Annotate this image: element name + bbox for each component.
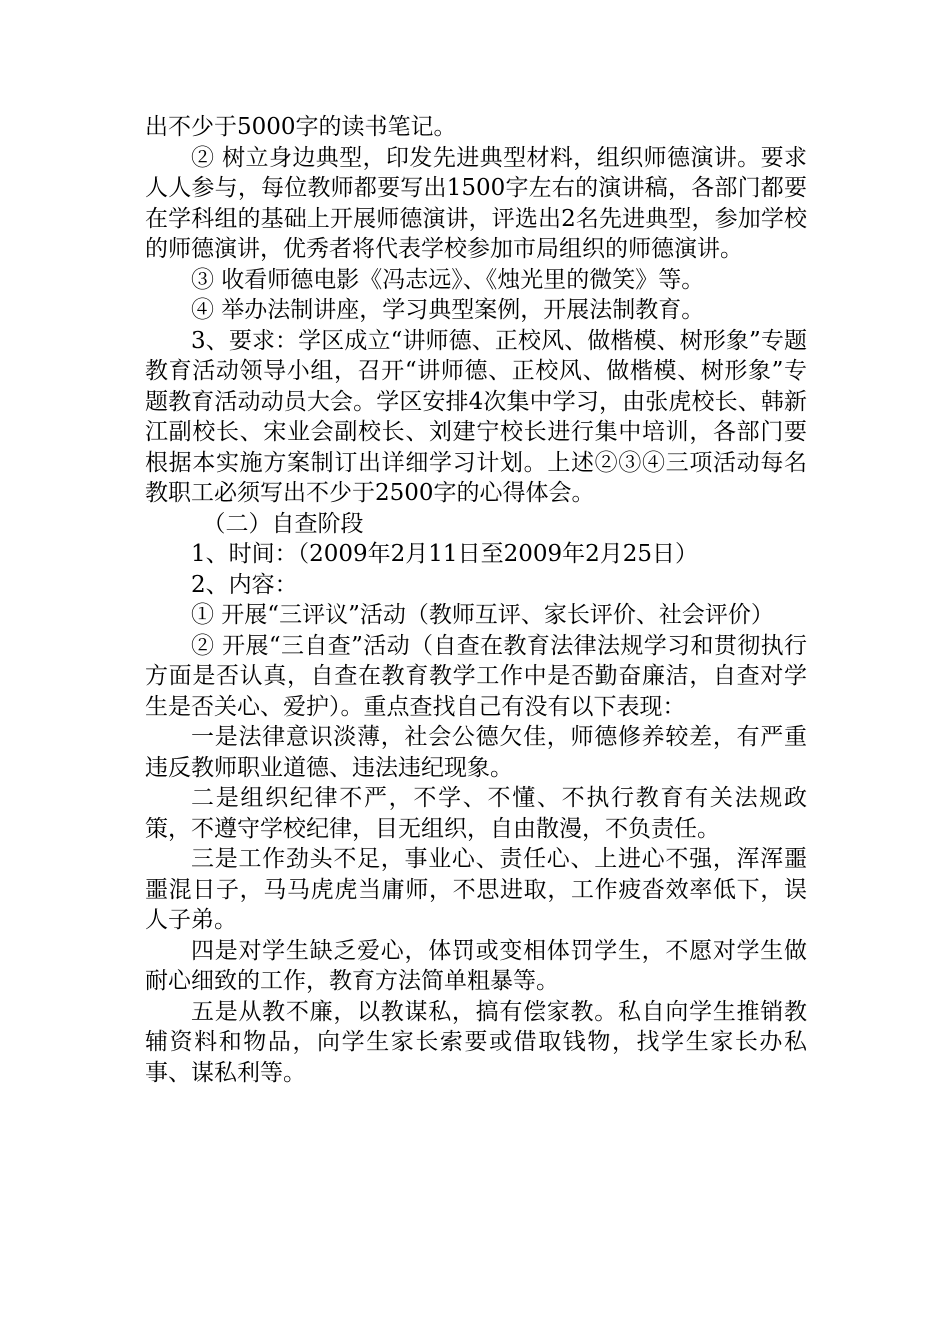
- paragraph-three-self-checks: ② 开展“三自查”活动（自查在教育法律法规学习和贯彻执行方面是否认真，自查在教育教学工作中是否勤奋廉洁，自查对学生是否关心、爱护）。重点查找自己有没有以下表现：: [145, 632, 807, 720]
- paragraph-item-four: 四是对学生缺乏爱心，体罚或变相体罚学生，不愿对学生做耐心细致的工作，教育方法简单粗暴等。: [145, 937, 807, 994]
- paragraph-item-two: 二是组织纪律不严，不学、不懂、不执行教育有关法规政策，不遵守学校纪律，目无组织，自由散漫，不负责任。: [145, 785, 807, 842]
- paragraph-watch-films: ③ 收看师德电影《冯志远》、《烛光里的微笑》等。: [191, 266, 705, 293]
- paragraph-item-one: 一是法律意识淡薄，社会公德欠佳，师德修养较差，有严重违反教师职业道德、违法违纪现象。: [145, 724, 807, 781]
- paragraph-content-label: 2、内容：: [191, 571, 298, 598]
- paragraph-reading-notes: 出不少于5000字的读书笔记。: [145, 114, 457, 140]
- paragraph-time: 1、时间：（2009年2月11日至2009年2月25日）: [191, 541, 698, 567]
- section-heading-self-check: （二）自查阶段: [202, 510, 364, 537]
- paragraph-item-three: 三是工作劲头不足，事业心、责任心、上进心不强，浑浑噩噩混日子，马马虎虎当庸师，不思进取，工作疲沓效率低下，误人子弟。: [145, 846, 807, 933]
- paragraph-requirements: 3、要求：学区成立“讲师德、正校风、做楷模、树形象”专题教育活动领导小组，召开“讲师德、正校风、做楷模、树形象”专题教育活动动员大会。学区安排4次集中学习，由张虎校长、韩新江副校长、宋业会副校长、刘建宁校长进行集中培训，各部门要根据本实施方案制订出详细学习计划。上述②③④三项活动每名教职工必须写出不少于2500字的心得体会。: [145, 327, 807, 506]
- paragraph-law-lecture: ④ 举办法制讲座，学习典型案例，开展法制教育。: [191, 297, 705, 323]
- paragraph-three-reviews: ① 开展“三评议”活动（教师互评、家长评价、社会评价）: [191, 602, 774, 628]
- paragraph-model-speech: ② 树立身边典型，印发先进典型材料，组织师德演讲。要求人人参与，每位教师都要写出1500字左右的演讲稿，各部门都要在学科组的基础上开展师德演讲，评选出2名先进典型，参加学校的师德演讲，优秀者将代表学校参加市局组织的师德演讲。: [145, 144, 807, 262]
- paragraph-item-five: 五是从教不廉，以教谋私，搞有偿家教。私自向学生推销教辅资料和物品，向学生家长索要或借取钱物，找学生家长办私事、谋私利等。: [145, 998, 807, 1086]
- document-page: [145, 112, 807, 1088]
